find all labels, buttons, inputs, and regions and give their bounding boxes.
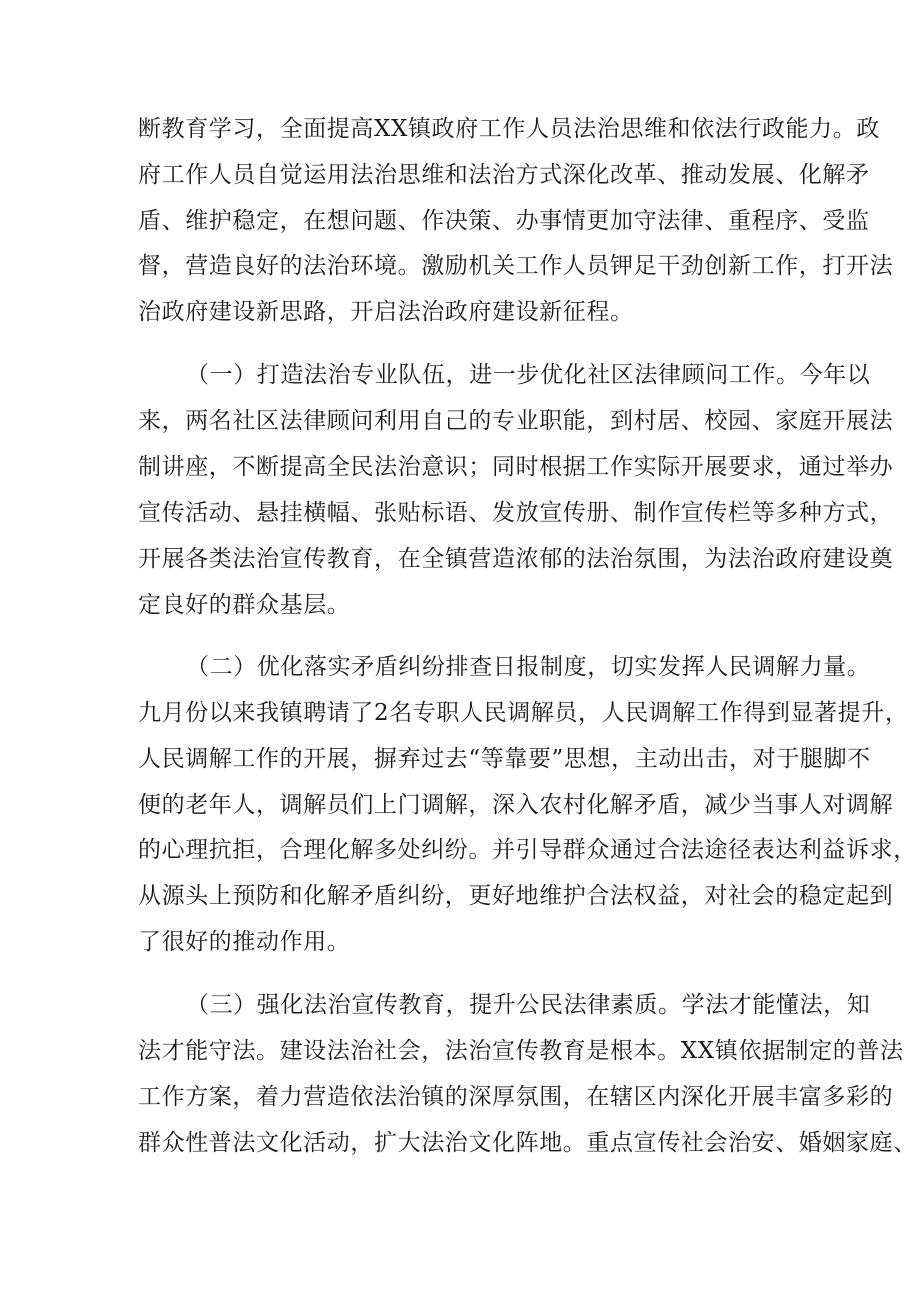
text-line: 工作方案，着力营造依法治镇的深厚氛围，在辖区内深化开展丰富多彩的 xyxy=(138,1084,894,1110)
text-line: 制讲座，不断提高全民法治意识；同时根据工作实际开展要求，通过举办 xyxy=(138,454,894,480)
text-line: 府工作人员自觉运用法治思维和法治方式深化改革、推动发展、化解矛 xyxy=(138,162,870,188)
text-line: 开展各类法治宣传教育，在全镇营造浓郁的法治氛围，为法治政府建设奠 xyxy=(138,546,894,572)
paragraph-heading-line: （一）打造法治专业队伍，进一步优化社区法律顾问工作。今年以 xyxy=(186,362,871,388)
text-line: 宣传活动、悬挂横幅、张贴标语、发放宣传册、制作宣传栏等多种方式， xyxy=(138,500,894,526)
text-line: 从源头上预防和化解矛盾纠纷，更好地维护合法权益，对社会的稳定起到 xyxy=(138,883,894,909)
text-line: 了很好的推动作用。 xyxy=(138,929,351,955)
text-line: 的心理抗拒，合理化解多处纠纷。并引导群众通过合法途径表达利益诉求， xyxy=(138,837,917,863)
paragraph-heading-line: （三）强化法治宣传教育，提升公民法律素质。学法才能懂法，知 xyxy=(186,992,871,1018)
text-line: 群众性普法文化活动，扩大法治文化阵地。重点宣传社会治安、婚姻家庭、 xyxy=(138,1130,917,1156)
text-line: 便的老年人，调解员们上门调解，深入农村化解矛盾，减少当事人对调解 xyxy=(138,792,894,818)
text-line: 法才能守法。建设法治社会，法治宣传教育是根本。XX镇依据制定的普法 xyxy=(138,1038,904,1064)
text-line: 九月份以来我镇聘请了2名专职人民调解员，人民调解工作得到显著提升， xyxy=(138,700,909,726)
text-line: 定良好的群众基层。 xyxy=(138,592,351,618)
paragraph-heading-line: （二）优化落实矛盾纠纷排查日报制度，切实发挥人民调解力量。 xyxy=(186,654,871,680)
text-line: 人民调解工作的开展，摒弃过去“等靠要”思想，主动出击，对于腿脚不 xyxy=(138,746,871,772)
text-line: 盾、维护稳定，在想问题、作决策、办事情更加守法律、重程序、受监 xyxy=(138,208,870,234)
text-line: 督，营造良好的法治环境。激励机关工作人员钾足干劲创新工作，打开法 xyxy=(138,253,894,279)
text-line: 来，两名社区法律顾问利用自己的专业职能，到村居、校园、家庭开展法 xyxy=(138,408,894,434)
text-line: 治政府建设新思路，开启法治政府建设新征程。 xyxy=(138,299,634,325)
text-line: 断教育学习，全面提高XX镇政府工作人员法治思维和依法行政能力。政 xyxy=(138,116,880,142)
